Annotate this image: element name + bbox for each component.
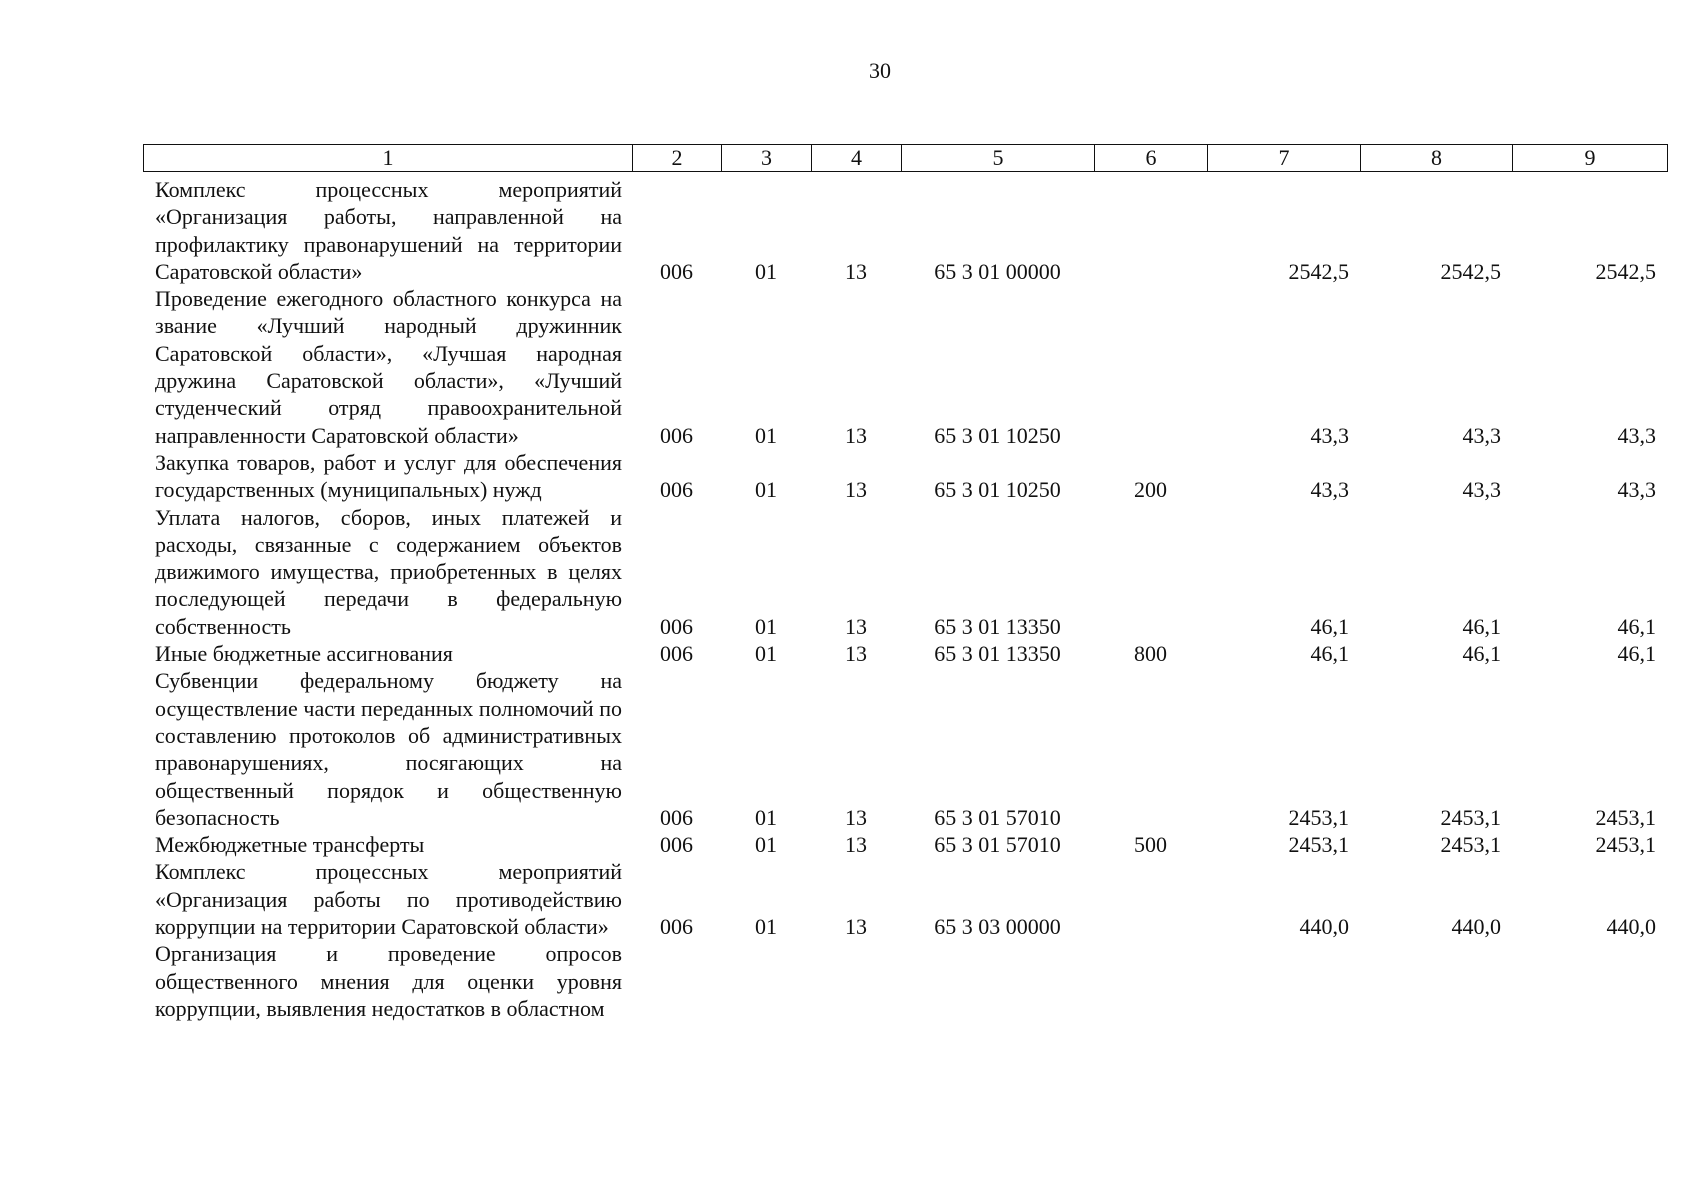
row-amount-col8: 43,3 — [1462, 422, 1501, 448]
row-target-article: 65 3 01 13350 — [934, 613, 1061, 639]
column-header-2: 2 — [633, 145, 722, 172]
column-header-5: 5 — [902, 145, 1095, 172]
row-amount-col9: 2453,1 — [1595, 804, 1656, 830]
row-amount-col9: 2453,1 — [1595, 832, 1656, 858]
row-grbs-code: 006 — [660, 613, 693, 639]
row-expense-type — [1094, 858, 1207, 940]
row-amount-col8: 43,3 — [1462, 477, 1501, 503]
row-target-article: 65 3 01 00000 — [934, 258, 1061, 284]
table-header — [143, 144, 1668, 172]
table-row — [143, 667, 1667, 831]
row-target-article: 65 3 01 13350 — [934, 641, 1061, 667]
row-name: Организация и проведение опросов общественного мнения для оценки уровня коррупции, выявления недостатков в областном — [155, 941, 622, 1021]
row-amount-col8: 440,0 — [1451, 914, 1501, 940]
row-amount-col7: 46,1 — [1310, 641, 1349, 667]
row-amount-col8 — [1360, 940, 1512, 1022]
row-amount-col8: 2542,5 — [1440, 258, 1501, 284]
row-expense-type — [1094, 504, 1207, 640]
row-grbs-code: 006 — [660, 422, 693, 448]
row-expense-type: 800 — [1134, 641, 1167, 667]
row-target-article: 65 3 01 10250 — [934, 422, 1061, 448]
row-amount-col7: 2453,1 — [1288, 832, 1349, 858]
table-row — [143, 176, 1667, 285]
row-subsection: 13 — [845, 477, 867, 503]
table-row — [143, 640, 1667, 667]
row-amount-col8: 46,1 — [1462, 641, 1501, 667]
row-section — [721, 940, 811, 1022]
row-section: 01 — [755, 422, 777, 448]
row-amount-col7: 2542,5 — [1288, 258, 1349, 284]
row-target-article: 65 3 01 57010 — [934, 804, 1061, 830]
row-amount-col7: 46,1 — [1310, 613, 1349, 639]
column-header-1: 1 — [144, 145, 633, 172]
row-amount-col7: 43,3 — [1310, 477, 1349, 503]
row-amount-col8: 46,1 — [1462, 613, 1501, 639]
row-amount-col7 — [1207, 940, 1360, 1022]
row-name: Проведение ежегодного областного конкурса на звание «Лучший народный дружинник Саратовской области», «Лучшая народная дружина Саратовской области», «Лучший студенческий отряд правоохранительной направленности Саратовской области» — [155, 286, 622, 448]
row-subsection: 13 — [845, 613, 867, 639]
row-subsection — [811, 940, 901, 1022]
row-amount-col9: 46,1 — [1617, 613, 1656, 639]
row-expense-type — [1094, 176, 1207, 285]
row-grbs-code: 006 — [660, 914, 693, 940]
row-amount-col9: 46,1 — [1617, 641, 1656, 667]
row-amount-col7: 2453,1 — [1288, 804, 1349, 830]
row-subsection: 13 — [845, 832, 867, 858]
row-expense-type: 200 — [1134, 477, 1167, 503]
column-header-7: 7 — [1208, 145, 1361, 172]
row-amount-col9: 43,3 — [1617, 422, 1656, 448]
row-amount-col8: 2453,1 — [1440, 832, 1501, 858]
row-amount-col8: 2453,1 — [1440, 804, 1501, 830]
row-amount-col7: 440,0 — [1299, 914, 1349, 940]
row-amount-col7: 43,3 — [1310, 422, 1349, 448]
budget-table — [143, 176, 1667, 1022]
row-subsection: 13 — [845, 641, 867, 667]
row-name: Иные бюджетные ассигнования — [155, 641, 453, 667]
table-row — [143, 449, 1667, 504]
row-expense-type — [1094, 285, 1207, 449]
table-row — [143, 285, 1667, 449]
row-target-article: 65 3 01 10250 — [934, 477, 1061, 503]
row-expense-type: 500 — [1134, 832, 1167, 858]
column-header-3: 3 — [722, 145, 812, 172]
page-number: 30 — [869, 58, 891, 83]
row-name: Комплекс процессных мероприятий «Организация работы, направленной на профилактику правонарушений на территории Саратовской области» — [155, 177, 622, 284]
row-target-article: 65 3 01 57010 — [934, 832, 1061, 858]
row-subsection: 13 — [845, 422, 867, 448]
table-row — [143, 831, 1667, 858]
row-section: 01 — [755, 258, 777, 284]
row-grbs-code: 006 — [660, 832, 693, 858]
row-name: Уплата налогов, сборов, иных платежей и расходы, связанные с содержанием объектов движимого имущества, приобретенных в целях последующей передачи в федеральную собственность — [155, 504, 622, 639]
row-subsection: 13 — [845, 804, 867, 830]
row-target-article — [901, 940, 1094, 1022]
row-grbs-code — [632, 940, 721, 1022]
row-section: 01 — [755, 641, 777, 667]
row-expense-type — [1094, 940, 1207, 1022]
row-grbs-code: 006 — [660, 804, 693, 830]
row-subsection: 13 — [845, 914, 867, 940]
row-section: 01 — [755, 832, 777, 858]
row-section: 01 — [755, 613, 777, 639]
row-amount-col9: 440,0 — [1606, 914, 1656, 940]
table-row — [143, 504, 1667, 640]
row-name: Субвенции федеральному бюджету на осуществление части переданных полномочий по составлению протоколов об административных правонарушениях, посягающих на общественный порядок и общественную безопасность — [155, 668, 622, 830]
column-header-9: 9 — [1513, 145, 1668, 172]
row-section: 01 — [755, 477, 777, 503]
table-row — [143, 940, 1667, 1022]
row-grbs-code: 006 — [660, 477, 693, 503]
row-grbs-code: 006 — [660, 641, 693, 667]
column-header-6: 6 — [1095, 145, 1208, 172]
row-target-article: 65 3 03 00000 — [934, 914, 1061, 940]
row-section: 01 — [755, 914, 777, 940]
column-header-8: 8 — [1361, 145, 1513, 172]
row-name: Комплекс процессных мероприятий «Организация работы по противодействию коррупции на территории Саратовской области» — [155, 859, 622, 940]
row-name: Закупка товаров, работ и услуг для обеспечения государственных (муниципальных) нужд — [155, 449, 622, 503]
row-amount-col9: 2542,5 — [1595, 258, 1656, 284]
row-name: Межбюджетные трансферты — [155, 832, 425, 858]
row-grbs-code: 006 — [660, 258, 693, 284]
row-amount-col9: 43,3 — [1617, 477, 1656, 503]
row-amount-col9 — [1512, 940, 1667, 1022]
column-header-4: 4 — [812, 145, 902, 172]
table-row — [143, 858, 1667, 940]
row-expense-type — [1094, 667, 1207, 831]
row-subsection: 13 — [845, 258, 867, 284]
row-section: 01 — [755, 804, 777, 830]
